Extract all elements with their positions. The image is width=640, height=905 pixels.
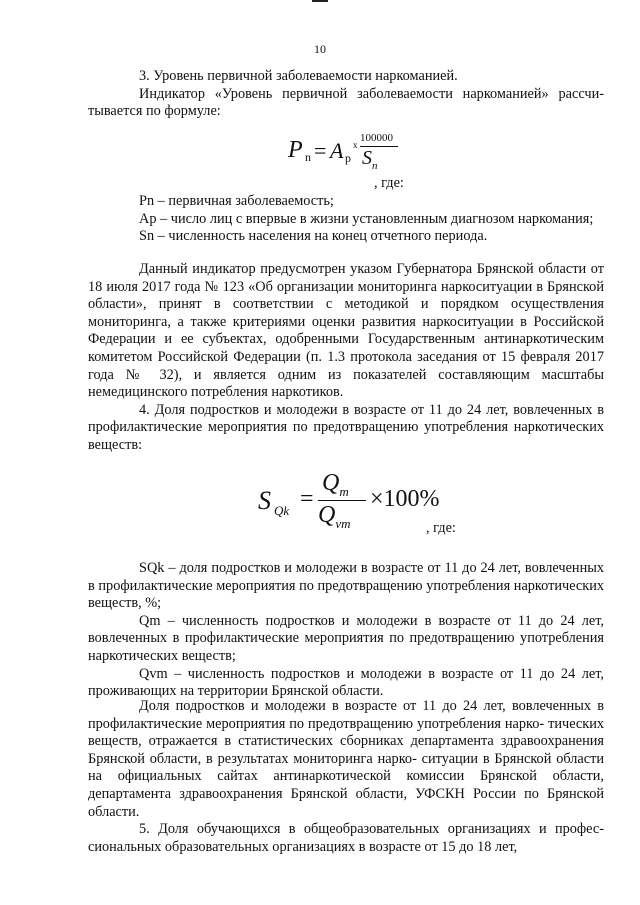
def-qvm: Qvm – численность подростков и молодежи в возрасте от 11 до 24 лет, проживающих на территории Брянской области. xyxy=(88,665,604,700)
top-edge-mark xyxy=(312,0,328,2)
page-number: 10 xyxy=(314,42,326,56)
formula2-numerator: $Q_m$ xyxy=(322,470,349,499)
formula1-P: P xyxy=(288,137,303,163)
formula1-denominator: $S_n$ xyxy=(362,147,378,172)
closing-text xyxy=(88,698,604,856)
def-ap: Ар – число лиц с впервые в жизни установленным диагнозом наркомания; xyxy=(139,210,594,227)
formula1-A: A xyxy=(330,138,344,163)
formula1-times: x xyxy=(353,140,358,150)
formula1-P-subscript: n xyxy=(305,150,311,164)
youth-share-source-paragraph: Доля подростков и молодежи в возрасте от 11 до 24 лет, вовлеченных в профилактические мероприятия по предотвращению употребления нарко- тических веществ, отражается в статистических сборниках департамента здравоохранения Брянской области, в результатах мониторинга нарко- ситуации в Брянской области на официальных сайтах антинаркотической комиссии Брянской области, департамента здравоохранения Брянской области, УФСКН России по Брянской области. xyxy=(88,698,604,820)
formula1-definitions xyxy=(88,193,604,246)
formula2-definitions xyxy=(88,560,604,701)
formula2-where: , где: xyxy=(426,520,456,536)
def-qm: Qm – численность подростков и молодежи в возрасте от 11 до 24 лет, вовлеченных в профилактические мероприятия по предотвращению употребления наркотических веществ; xyxy=(88,612,604,664)
formula-youth-share xyxy=(258,470,438,534)
indicator-basis-paragraph: Данный индикатор предусмотрен указом Губернатора Брянской области от 18 июля 2017 года № 123 «Об организации мониторинга наркоситуации в Брянской области», принят в соответствии с методикой и порядком осуществления мониторинга, а также критериями оценки развития наркоситуации в Российской Федерации и ее субъектах, одобренными Государственным антинаркотическим комитетом Российской Федерации (п. 1.3 протокола заседания от 15 февраля 2017 года № 32), и является одним из показателей составляющим масштабы немедицинского потребления наркотиков. xyxy=(88,261,604,401)
def-pn: Pn – первичная заболеваемость; xyxy=(139,193,334,209)
section-3-formula-intro: Индикатор «Уровень первичной заболеваемости наркоманией» рассчи- тывается по формуле: xyxy=(88,85,604,120)
formula2-denominator: $Q_{vm}$ xyxy=(318,502,351,531)
formula1-where: , где: xyxy=(374,175,404,191)
def-sn: Sn – численность населения на конец отчетного периода. xyxy=(139,228,488,245)
formula-primary-incidence xyxy=(288,133,408,173)
formula2-S-subscript: Qk xyxy=(274,503,290,518)
def-sqk: SQk – доля подростков и молодежи в возрасте от 11 до 24 лет, вовлеченных в профилактические мероприятия по предотвращению употребления наркотических веществ, %; xyxy=(88,560,604,612)
formula2-fraction-bar xyxy=(318,500,366,501)
formula1-numerator: 100000 xyxy=(360,132,393,144)
formula2-equals: = xyxy=(300,486,314,512)
section-4-heading: 4. Доля подростков и молодежи в возрасте от 11 до 24 лет, вовлеченных в профилактические мероприятия по предотвращению употребления наркотических веществ: xyxy=(88,401,604,453)
section-3-heading: 3. Уровень первичной заболеваемости наркоманией. xyxy=(139,68,458,84)
formula2-S: S xyxy=(258,486,271,515)
formula1-equals: = xyxy=(314,138,327,163)
indicator-basis-text xyxy=(88,261,604,455)
formula2-times-100-percent: ×100% xyxy=(370,486,440,512)
section-3-intro xyxy=(88,68,604,121)
formula1-A-subscript: p xyxy=(345,151,351,165)
section-5-heading: 5. Доля обучающихся в общеобразовательных организациях и профес- сиональных образовательных организациях в возрасте от 15 до 18 лет, xyxy=(88,821,604,855)
